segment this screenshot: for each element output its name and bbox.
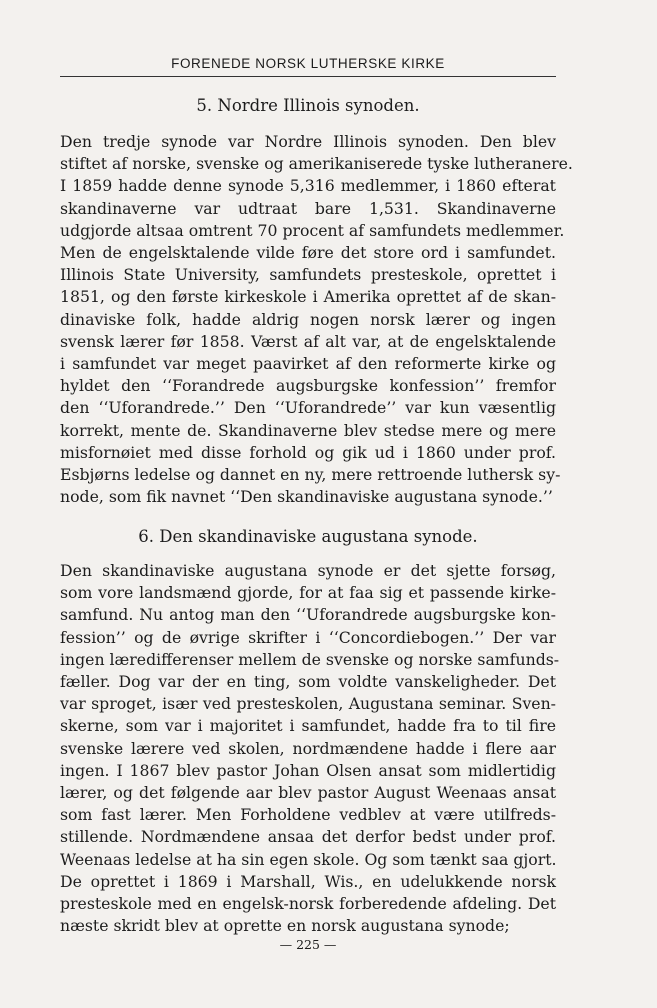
- text-line: fæller. Dog var der en ting, som voldte vanskeligheder. Det: [60, 672, 556, 692]
- text-line: ingen læredifferenser mellem de svenske og norske samfunds-: [60, 649, 560, 669]
- text-line: 1851, og den første kirkeskole i Amerika oprettet af de skan-: [60, 287, 556, 307]
- page-number: — 225 —: [279, 937, 337, 952]
- text-line: lærer, og det følgende aar blev pastor August Weenaas ansat: [60, 783, 556, 803]
- text-line: Men de engelsktalende vilde føre det store ord i samfundet.: [60, 243, 556, 263]
- text-line: I 1859 hadde denne synode 5,316 medlemmer, i 1860 efterat: [60, 176, 556, 196]
- text-line: samfund. Nu antog man den ‘‘Uforandrede augsburgske kon-: [60, 605, 556, 625]
- text-line: Illinois State University, samfundets presteskole, oprettet i: [60, 265, 556, 285]
- text-line: Den tredje synode var Nordre Illinois synoden. Den blev: [60, 132, 556, 151]
- text-line: Esbjørns ledelse og dannet en ny, mere rettroende luthersk sy-: [60, 465, 561, 485]
- text-line: svenske lærere ved skolen, nordmændene hadde i flere aar: [60, 738, 556, 758]
- text-line: ingen. I 1867 blev pastor Johan Olsen ansat som midlertidig: [60, 760, 556, 780]
- running-head: FORENEDE NORSK LUTHERSKE KIRKE: [171, 56, 445, 71]
- text-line: stillende. Nordmændene ansaa det derfor bedst under prof.: [60, 827, 556, 847]
- section-5-paragraph: [60, 131, 573, 508]
- text-line: Weenaas ledelse at ha sin egen skole. Og som tænkt saa gjort.: [60, 849, 557, 869]
- text-line: stiftet af norske, svenske og amerikaniserede tyske lutheranere.: [60, 154, 573, 174]
- text-line: som fast lærer. Men Forholdene vedblev at være utilfreds-: [60, 805, 556, 825]
- section-6-paragraph: [60, 560, 560, 937]
- text-line: node, som fik navnet ‘‘Den skandinaviske augustana synode.’’: [60, 487, 553, 507]
- section-5-heading: 5. Nordre Illinois synoden.: [196, 96, 420, 115]
- text-line: den ‘‘Uforandrede.’’ Den ‘‘Uforandrede’’ var kun væsentlig: [60, 398, 556, 418]
- text-line: De oprettet i 1869 i Marshall, Wis., en udelukkende norsk: [60, 871, 556, 891]
- text-line: misfornøiet med disse forhold og gik ud i 1860 under prof.: [60, 442, 556, 462]
- text-line: som vore landsmænd gjorde, for at faa sig et passende kirke-: [60, 583, 556, 603]
- text-line: skandinaverne var udtraat bare 1,531. Skandinaverne: [60, 198, 556, 218]
- header-rule: [60, 76, 556, 77]
- text-line: dinaviske folk, hadde aldrig nogen norsk lærer og ingen: [60, 309, 556, 329]
- text-line: fession’’ og de øvrige skrifter i ‘‘Concordiebogen.’’ Der var: [60, 627, 556, 647]
- section-6-heading: 6. Den skandinaviske augustana synode.: [138, 527, 478, 546]
- text-line: udgjorde altsaa omtrent 70 procent af samfundets medlemmer.: [60, 220, 565, 240]
- text-line: næste skridt blev at oprette en norsk augustana synode;: [60, 916, 510, 936]
- text-line: var sproget, især ved presteskolen, Augustana seminar. Sven-: [60, 694, 556, 714]
- text-line: Den skandinaviske augustana synode er det sjette forsøg,: [60, 561, 556, 580]
- text-line: hyldet den ‘‘Forandrede augsburgske konfession’’ fremfor: [60, 376, 556, 396]
- text-line: svensk lærer før 1858. Værst af alt var, at de engelsktalende: [60, 331, 556, 351]
- text-line: skerne, som var i majoritet i samfundet, hadde fra to til fire: [60, 716, 556, 736]
- text-line: i samfundet var meget paavirket af den reformerte kirke og: [60, 354, 556, 374]
- text-line: korrekt, mente de. Skandinaverne blev stedse mere og mere: [60, 420, 556, 440]
- text-line: presteskole med en engelsk-norsk forberedende afdeling. Det: [60, 894, 556, 914]
